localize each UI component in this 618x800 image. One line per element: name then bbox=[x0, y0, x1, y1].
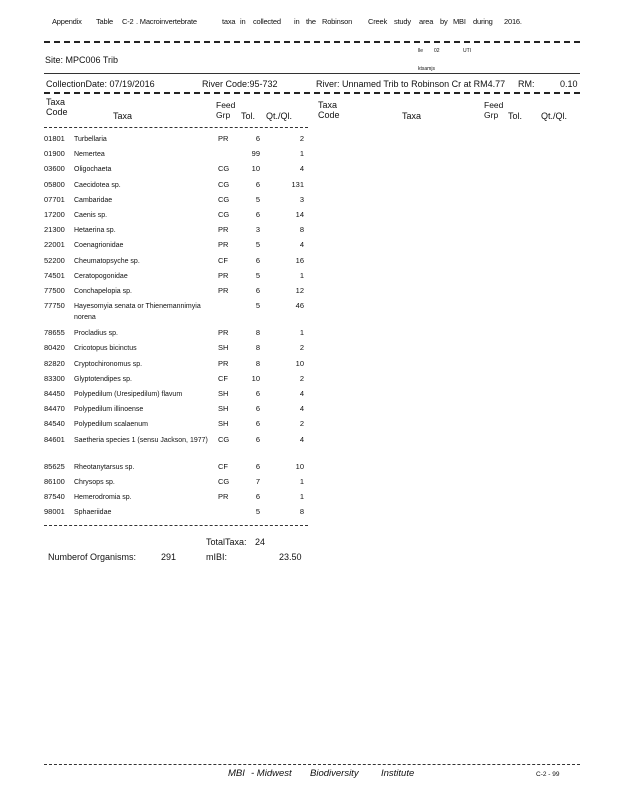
taxa-code-cell: 98001 bbox=[44, 507, 65, 517]
feed-header bbox=[216, 101, 235, 120]
site-mark: ktsamjs bbox=[418, 66, 435, 72]
feed-group-cell: PR bbox=[218, 134, 229, 143]
caption-word: MBI bbox=[453, 17, 466, 26]
tolerance-cell: 10 bbox=[251, 373, 260, 383]
taxa-name-cell: Sphaeriidae bbox=[74, 509, 112, 517]
taxa-name-cell: Coenagrionidae bbox=[74, 242, 124, 250]
info-rule bbox=[44, 92, 580, 94]
taxa-name-cell: Caecidotea sp. bbox=[74, 181, 121, 189]
table-row bbox=[44, 301, 306, 322]
table-bottom-rule bbox=[44, 525, 308, 526]
table-row bbox=[44, 286, 306, 300]
caption-word: by bbox=[440, 17, 448, 26]
quantity-cell: 131 bbox=[291, 179, 304, 189]
taxa-code-cell: 84470 bbox=[44, 404, 65, 414]
header-line: Taxa bbox=[318, 100, 338, 110]
feed-group-cell: PR bbox=[218, 492, 229, 501]
feed-group-cell: PR bbox=[218, 225, 229, 235]
tolerance-cell: 6 bbox=[255, 404, 260, 414]
table-row bbox=[44, 359, 306, 373]
quantity-cell: 16 bbox=[295, 255, 304, 265]
feed-group-cell: PR bbox=[218, 358, 229, 368]
taxa-code-header-right bbox=[318, 101, 340, 120]
table-row bbox=[44, 477, 306, 491]
quantity-cell: 10 bbox=[295, 358, 304, 368]
header-line: Feed bbox=[484, 100, 504, 110]
quantity-cell: 8 bbox=[299, 225, 304, 235]
tolerance-cell: 8 bbox=[255, 328, 260, 338]
taxa-name-cell: Polypedilum (Uresipedilum) flavum bbox=[74, 391, 183, 398]
taxa-name-cell: Saetheria species 1 (sensu Jackson, 1977) bbox=[74, 436, 208, 444]
collection-value: 07/19/2016 bbox=[109, 79, 155, 89]
taxa-name-cell: Hayesomyia senata or Thienemannimyia norena bbox=[74, 303, 201, 322]
total-taxa-label: TotalTaxa: bbox=[206, 537, 247, 547]
feed-group-cell: CF bbox=[218, 255, 228, 265]
site-rule bbox=[44, 73, 580, 74]
taxa-name-cell: Polypedilum scalaenum bbox=[74, 421, 148, 429]
table-row bbox=[44, 225, 306, 239]
top-rule bbox=[44, 41, 580, 43]
feed-group-cell: SH bbox=[218, 404, 229, 414]
tolerance-cell: 5 bbox=[255, 194, 260, 204]
header-line: Taxa bbox=[46, 97, 66, 107]
table-row bbox=[44, 195, 306, 209]
qty-header: Qt./Ql. bbox=[266, 111, 293, 121]
tolerance-cell: 6 bbox=[255, 179, 260, 189]
taxa-code-cell: 17200 bbox=[44, 210, 65, 219]
table-row bbox=[44, 435, 306, 449]
quantity-cell: 2 bbox=[299, 419, 304, 429]
taxa-name-cell: Cheumatopsyche sp. bbox=[74, 257, 140, 265]
taxa-code-cell: 84540 bbox=[44, 419, 65, 429]
quantity-cell: 4 bbox=[299, 434, 304, 444]
quantity-cell: 1 bbox=[299, 328, 304, 338]
footer-biodiversity: Biodiversity bbox=[310, 768, 359, 779]
feed-group-cell: CG bbox=[218, 179, 230, 189]
taxa-header: Taxa bbox=[113, 111, 133, 121]
taxa-code-cell: 77750 bbox=[44, 301, 65, 311]
tolerance-cell: 99 bbox=[251, 149, 260, 159]
taxa-code-cell: 77500 bbox=[44, 286, 65, 295]
quantity-cell: 2 bbox=[299, 134, 304, 143]
collection-date bbox=[46, 79, 155, 89]
taxa-code-cell: 85625 bbox=[44, 461, 65, 471]
quantity-cell: 8 bbox=[299, 507, 304, 517]
feed-group-cell: CF bbox=[218, 461, 228, 471]
taxa-name-cell: Chrysops sp. bbox=[74, 478, 115, 486]
taxa-code-cell: 07701 bbox=[44, 194, 65, 204]
table-row bbox=[44, 389, 306, 403]
feed-group-cell: SH bbox=[218, 419, 229, 429]
table-row bbox=[44, 180, 306, 194]
quantity-cell: 4 bbox=[299, 164, 304, 174]
taxa-name-cell: Cambaridae bbox=[74, 196, 113, 204]
taxa-name-cell: Polypedilum illinoense bbox=[74, 406, 144, 414]
feed-header-right bbox=[484, 101, 503, 120]
tolerance-cell: 6 bbox=[255, 255, 260, 265]
taxa-name-cell: Glyptotendipes sp. bbox=[74, 375, 132, 383]
taxa-name-cell: Cricotopus bicinctus bbox=[74, 345, 137, 353]
taxa-code-cell: 84450 bbox=[44, 389, 65, 398]
rm-value: 0.10 bbox=[560, 79, 578, 89]
table-row bbox=[44, 419, 306, 433]
tolerance-cell: 6 bbox=[255, 434, 260, 444]
tolerance-cell: 10 bbox=[251, 164, 260, 174]
taxa-name-cell: Hetaerina sp. bbox=[74, 227, 116, 235]
taxa-name-cell: Rheotanytarsus sp. bbox=[74, 463, 135, 471]
river-code-value: 95-732 bbox=[249, 79, 278, 89]
tolerance-cell: 6 bbox=[255, 419, 260, 429]
caption-word: the bbox=[306, 17, 316, 26]
tol-header-right: Tol. bbox=[508, 111, 523, 121]
taxa-code-cell: 86100 bbox=[44, 476, 65, 486]
site-line bbox=[45, 55, 118, 65]
tolerance-cell: 6 bbox=[255, 492, 260, 501]
table-row bbox=[44, 462, 306, 476]
table-row bbox=[44, 343, 306, 357]
feed-group-cell: PR bbox=[218, 328, 229, 338]
caption-word: taxa bbox=[222, 17, 236, 26]
header-line: Grp bbox=[484, 109, 499, 120]
quantity-cell: 10 bbox=[295, 461, 304, 471]
taxa-name-cell: Caenis sp. bbox=[74, 212, 108, 219]
table-row bbox=[44, 404, 306, 418]
table-row bbox=[44, 374, 306, 388]
taxa-name-cell: Turbellaria bbox=[74, 136, 107, 143]
caption-word: study bbox=[394, 17, 411, 26]
taxa-name-cell: Conchapelopia sp. bbox=[74, 288, 132, 295]
table-row bbox=[44, 210, 306, 224]
quantity-cell: 1 bbox=[299, 476, 304, 486]
page-number: C-2 - 99 bbox=[536, 771, 560, 778]
quantity-cell: 14 bbox=[295, 210, 304, 219]
taxa-name-cell: Ceratopogonidae bbox=[74, 272, 128, 280]
rm-label: RM: bbox=[518, 79, 535, 89]
table-row bbox=[44, 240, 306, 254]
caption-word: in bbox=[240, 17, 246, 26]
tolerance-cell: 5 bbox=[255, 270, 260, 280]
mibi-value: 23.50 bbox=[279, 552, 302, 562]
taxa-code-cell: 74501 bbox=[44, 270, 65, 280]
footer-institute: Institute bbox=[381, 768, 415, 779]
caption-word: Appendix bbox=[52, 17, 82, 26]
table-row bbox=[44, 507, 306, 521]
quantity-cell: 1 bbox=[299, 492, 304, 501]
footer-midwest: - Midwest bbox=[251, 768, 292, 779]
caption-word: C-2 bbox=[122, 17, 134, 26]
tolerance-cell: 6 bbox=[255, 210, 260, 219]
caption-word: Creek bbox=[368, 17, 388, 26]
tolerance-cell: 5 bbox=[255, 301, 260, 311]
taxa-code-cell: 82820 bbox=[44, 358, 65, 368]
tolerance-cell: 8 bbox=[255, 343, 260, 353]
quantity-cell: 1 bbox=[299, 270, 304, 280]
river-name bbox=[316, 79, 505, 89]
taxa-code-cell: 05800 bbox=[44, 179, 65, 189]
tolerance-cell: 6 bbox=[255, 461, 260, 471]
feed-group-cell: SH bbox=[218, 389, 229, 398]
header-line: Code bbox=[46, 106, 68, 117]
tolerance-cell: 7 bbox=[255, 476, 260, 486]
feed-group-cell: CF bbox=[218, 373, 228, 383]
tolerance-cell: 6 bbox=[255, 286, 260, 295]
taxa-name-cell: Nemertea bbox=[74, 151, 105, 159]
taxa-name-cell: Procladius sp. bbox=[74, 330, 118, 338]
taxa-name-cell: Cryptochironomus sp. bbox=[74, 360, 143, 368]
caption-word: Robinson bbox=[322, 17, 353, 26]
taxa-code-cell: 78655 bbox=[44, 328, 65, 338]
quantity-cell: 4 bbox=[299, 389, 304, 398]
quantity-cell: 12 bbox=[295, 286, 304, 295]
caption-word: . Macroinvertebrate bbox=[136, 17, 197, 26]
caption-word: during bbox=[473, 17, 493, 26]
table-row bbox=[44, 134, 306, 148]
feed-group-cell: CG bbox=[218, 164, 230, 174]
taxa-code-cell: 52200 bbox=[44, 255, 65, 265]
tolerance-cell: 5 bbox=[255, 507, 260, 517]
taxa-header-right: Taxa bbox=[402, 111, 422, 121]
site-label: Site: bbox=[45, 55, 64, 65]
taxa-code-cell: 80420 bbox=[44, 343, 65, 353]
taxa-name-cell: Oligochaeta bbox=[74, 166, 112, 174]
quantity-cell: 2 bbox=[299, 373, 304, 383]
site-mark: 02 bbox=[434, 48, 440, 54]
quantity-cell: 46 bbox=[295, 301, 304, 311]
tolerance-cell: 8 bbox=[255, 358, 260, 368]
site-mark: UTI bbox=[463, 48, 472, 54]
quantity-cell: 1 bbox=[299, 149, 304, 159]
caption-word: 2016. bbox=[504, 17, 522, 26]
river-code bbox=[202, 79, 278, 89]
feed-group-cell: CG bbox=[218, 476, 230, 486]
header-line: Code bbox=[318, 109, 340, 120]
footer-mbi: MBI bbox=[228, 768, 245, 779]
header-line: Grp bbox=[216, 109, 231, 120]
taxa-code-cell: 87540 bbox=[44, 492, 65, 501]
caption-word: Table bbox=[96, 17, 113, 26]
quantity-cell: 4 bbox=[299, 404, 304, 414]
river-value: Unnamed Trib to Robinson Cr at RM4.77 bbox=[342, 79, 506, 89]
collection-label: CollectionDate: bbox=[46, 79, 108, 89]
taxa-code-cell: 83300 bbox=[44, 373, 65, 383]
total-taxa bbox=[206, 537, 265, 547]
taxa-code-cell: 03600 bbox=[44, 164, 65, 174]
organisms-value: 291 bbox=[161, 552, 177, 562]
table-row bbox=[44, 492, 306, 506]
tolerance-cell: 6 bbox=[255, 389, 260, 398]
river-label: River: bbox=[316, 79, 340, 89]
taxa-code-cell: 01900 bbox=[44, 149, 65, 159]
taxa-code-cell: 22001 bbox=[44, 240, 65, 250]
tolerance-cell: 5 bbox=[255, 240, 260, 250]
taxa-code-header bbox=[46, 98, 68, 117]
tolerance-cell: 6 bbox=[255, 134, 260, 143]
caption-word: collected bbox=[253, 17, 281, 26]
caption-word: area bbox=[419, 17, 434, 26]
feed-group-cell: SH bbox=[218, 343, 229, 353]
mibi-label: mIBI: bbox=[206, 552, 228, 562]
feed-group-cell: CG bbox=[218, 434, 230, 444]
feed-group-cell: PR bbox=[218, 286, 229, 295]
qty-header-right: Qt./Ql. bbox=[541, 111, 568, 121]
tolerance-cell: 3 bbox=[255, 225, 260, 235]
table-row bbox=[44, 256, 306, 270]
taxa-name-cell: Hemerodromia sp. bbox=[74, 494, 132, 501]
footer-rule bbox=[44, 764, 580, 765]
site-value: MPC006 Trib bbox=[65, 55, 119, 65]
feed-group-cell: PR bbox=[218, 270, 229, 280]
feed-group-cell: CG bbox=[218, 194, 230, 204]
table-row bbox=[44, 164, 306, 178]
taxa-code-cell: 84601 bbox=[44, 434, 65, 444]
quantity-cell: 3 bbox=[299, 194, 304, 204]
taxa-code-cell: 21300 bbox=[44, 225, 65, 235]
taxa-code-cell: 01801 bbox=[44, 134, 65, 143]
table-row bbox=[44, 271, 306, 285]
tol-header: Tol. bbox=[241, 111, 256, 121]
feed-group-cell: CG bbox=[218, 210, 230, 219]
header-line: Feed bbox=[216, 100, 236, 110]
river-code-label: River Code: bbox=[202, 79, 250, 89]
site-mark: lle bbox=[418, 48, 424, 54]
table-row bbox=[44, 149, 306, 163]
total-taxa-value: 24 bbox=[255, 537, 266, 547]
quantity-cell: 2 bbox=[299, 343, 304, 353]
table-row bbox=[44, 328, 306, 342]
quantity-cell: 4 bbox=[299, 240, 304, 250]
caption-word: in bbox=[294, 17, 300, 26]
header-rule bbox=[44, 127, 308, 128]
organisms-label: Numberof Organisms: bbox=[48, 552, 137, 562]
feed-group-cell: PR bbox=[218, 240, 229, 250]
